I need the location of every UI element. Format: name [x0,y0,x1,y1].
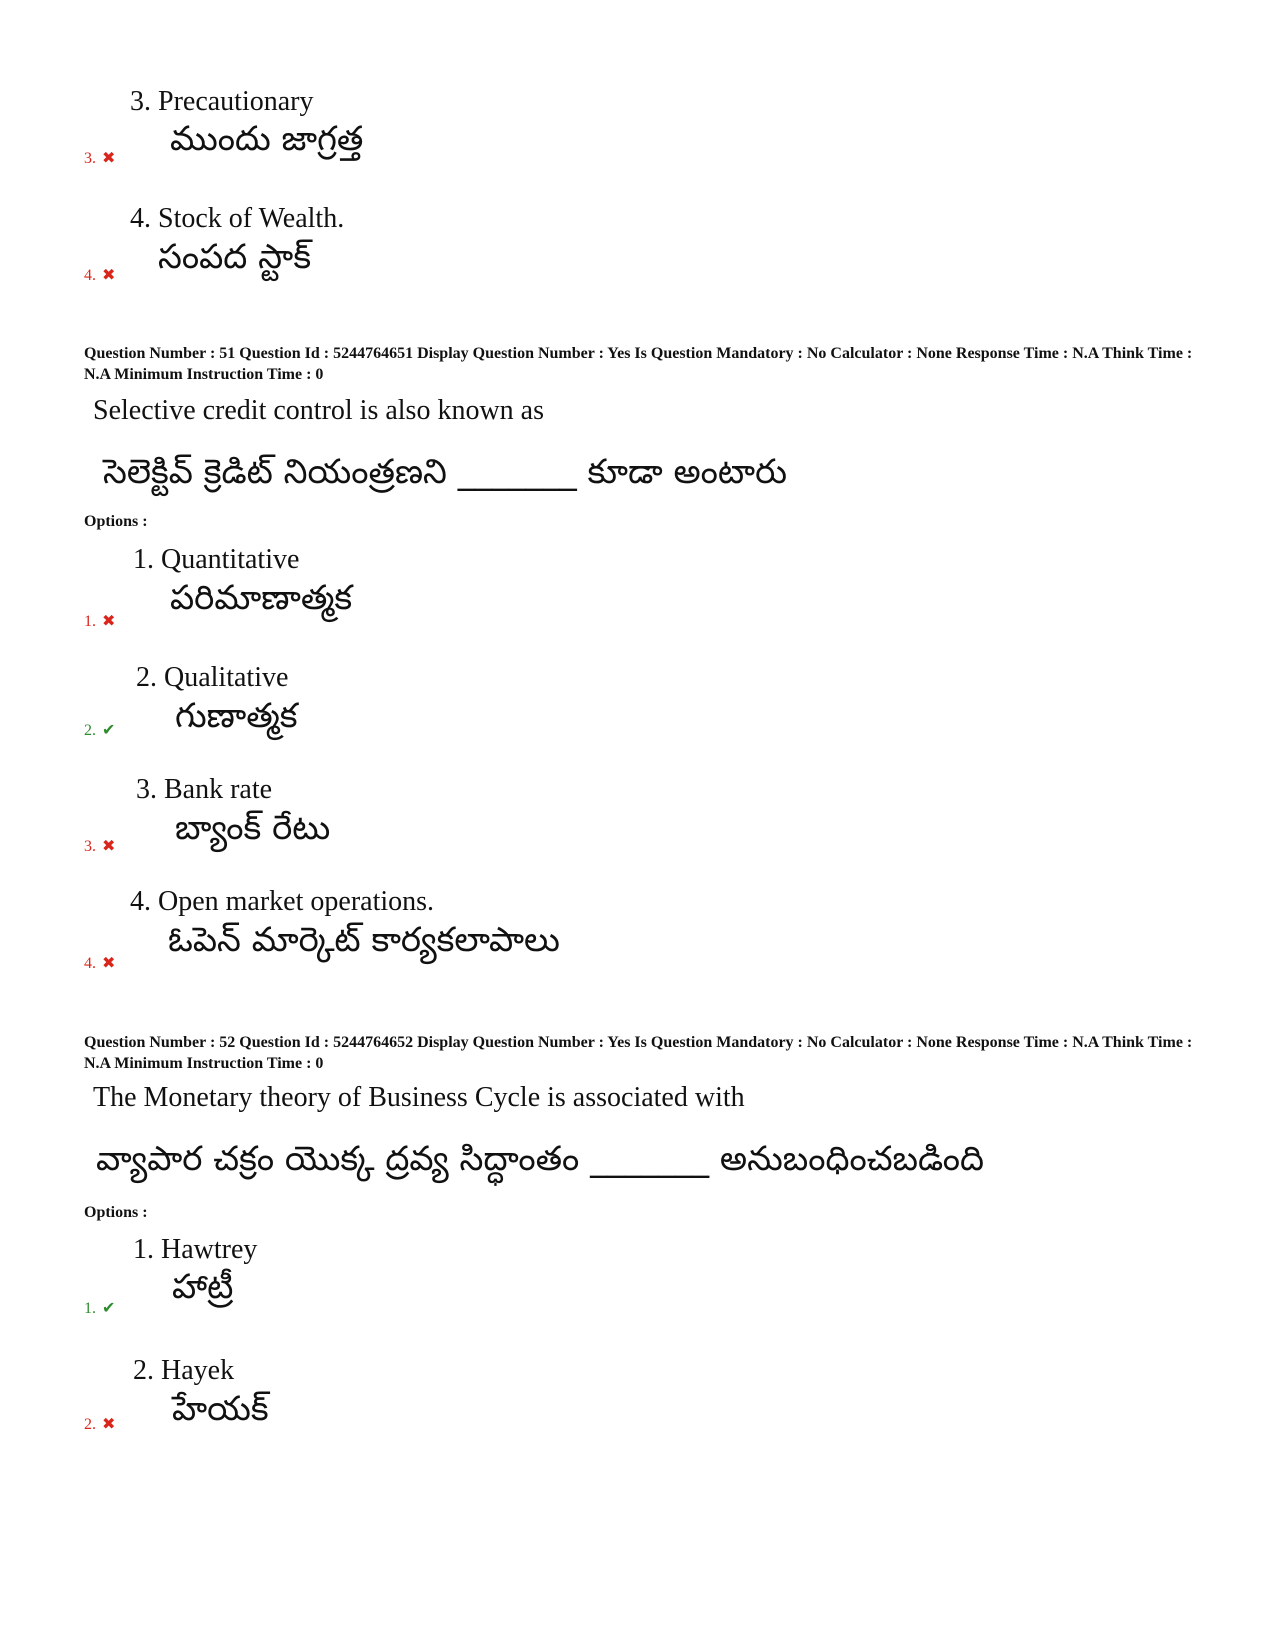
option-en: 1. Quantitative [133,544,300,575]
cross-icon: ✖ [102,613,116,630]
option-mark [84,956,115,972]
option-mark [84,268,115,284]
question-meta: Question Number : 52 Question Id : 5244764652 Display Question Number : Yes Is Question Mandatory : No Calculator : None Response Time : N.A Think Time : N.A Minimum Instruction Time : 0 [84,1034,1193,1072]
option-mark [84,1301,115,1317]
option-mark [84,723,115,739]
option-en: 1. Hawtrey [133,1234,258,1265]
question-text-te: సెలెక్టివ్ క్రెడిట్ నియంత్రణని _______ కూడా అంటారు [103,452,787,492]
option-te: పరిమాణాత్మక [170,578,353,618]
option-mark [84,151,115,167]
options-label: Options : [84,513,148,530]
cross-icon: ✖ [102,150,116,167]
cross-icon: ✖ [102,838,116,855]
question-text-en: Selective credit control is also known as [93,395,544,426]
option-mark [84,1417,115,1433]
option-number: 2. [84,1416,96,1433]
option-te: హాట్రీ [172,1267,234,1307]
check-icon: ✔ [102,1300,116,1317]
option-number: 1. [84,1300,96,1317]
option-mark [84,614,115,630]
option-en: 3. Precautionary [130,86,314,117]
option-te: ఓపెన్ మార్కెట్ కార్యకలాపాలు [168,920,560,960]
option-en: 2. Qualitative [136,662,289,693]
option-en: 4. Stock of Wealth. [130,203,345,234]
option-number: 3. [84,150,96,167]
option-number: 3. [84,838,96,855]
question-meta: Question Number : 51 Question Id : 5244764651 Display Question Number : Yes Is Question Mandatory : No Calculator : None Response Time : N.A Think Time : N.A Minimum Instruction Time : 0 [84,345,1193,383]
option-number: 2. [84,722,96,739]
options-label: Options : [84,1204,148,1221]
option-mark [84,839,115,855]
option-en: 2. Hayek [133,1355,235,1386]
option-en: 4. Open market operations. [130,886,435,917]
question-text-te: వ్యాపార చక్రం యొక్క ద్రవ్య సిద్ధాంతం _______ అనుబంధించబడింది [96,1139,984,1179]
cross-icon: ✖ [102,955,116,972]
check-icon: ✔ [102,722,116,739]
option-te: హేయక్ [172,1389,269,1429]
option-te: సంపద స్టాక్ [158,237,312,277]
option-te: గుణాత్మక [175,696,298,736]
option-number: 1. [84,613,96,630]
option-number: 4. [84,267,96,284]
cross-icon: ✖ [102,1416,116,1433]
cross-icon: ✖ [102,267,116,284]
question-text-en: The Monetary theory of Business Cycle is associated with [93,1082,745,1113]
option-te: ముందు జాగ్రత్త [170,119,364,159]
option-te: బ్యాంక్ రేటు [175,808,331,848]
option-en: 3. Bank rate [136,774,273,805]
option-number: 4. [84,955,96,972]
